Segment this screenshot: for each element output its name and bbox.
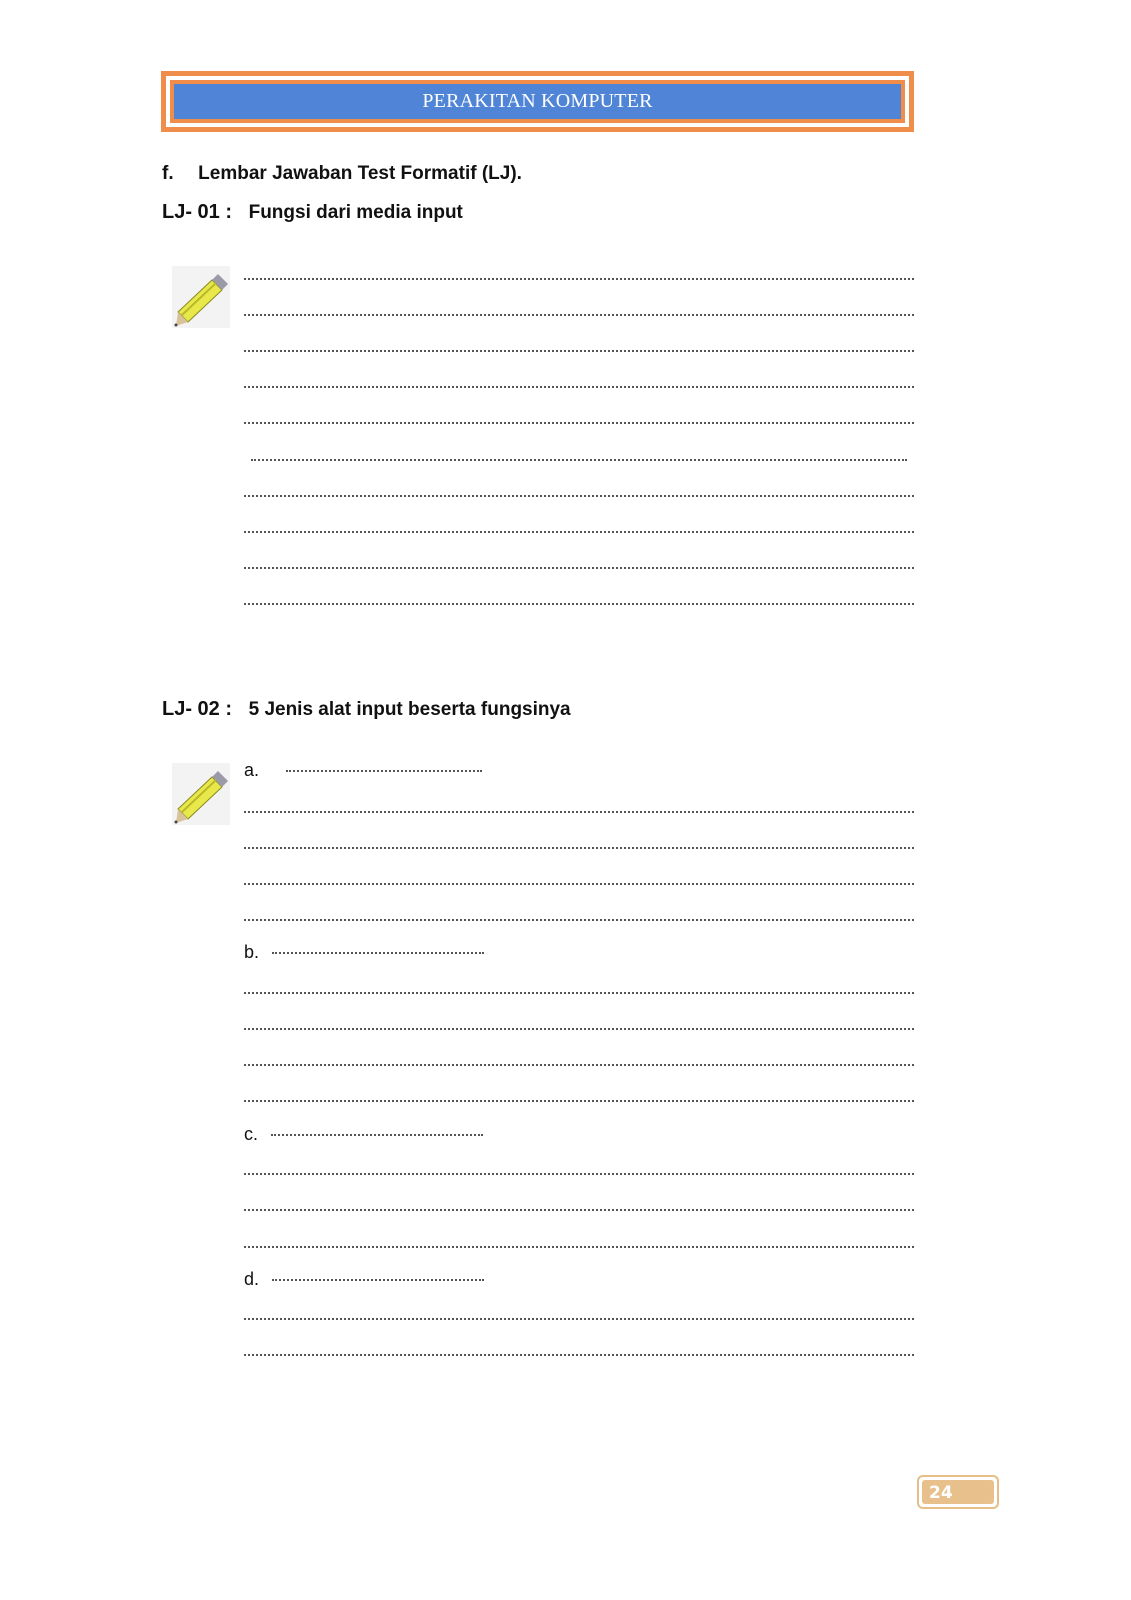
lj01-answer-line[interactable] [244, 603, 914, 607]
lj02-title: 5 Jenis alat input beserta fungsinya [248, 699, 571, 720]
lj02-answer-line[interactable] [244, 1318, 914, 1322]
lj01-answer-line[interactable] [244, 531, 914, 535]
header-band [174, 84, 901, 119]
page-header-banner [161, 71, 914, 132]
section-title: Lembar Jawaban Test Formatif (LJ). [198, 163, 522, 184]
lj02-answer-line[interactable] [244, 992, 914, 996]
lj01-answer-line[interactable] [244, 314, 914, 318]
lj02-answer-line[interactable] [244, 847, 914, 851]
item-a-label: a. [244, 760, 260, 780]
page-number: 24 [929, 1483, 953, 1503]
lj02-answer-line[interactable] [244, 1100, 914, 1104]
lj01-answer-line[interactable] [244, 567, 914, 571]
lj02-answer-line[interactable] [244, 1028, 914, 1032]
lj01-code: LJ- 01 : [162, 201, 233, 223]
item-b-label: b. [244, 942, 260, 962]
lj01-answer-line[interactable] [244, 350, 914, 354]
lj01-answer-line[interactable] [244, 278, 914, 282]
header-title: PERAKITAN KOMPUTER [422, 90, 653, 112]
lj01-heading [162, 201, 463, 224]
lj01-title: Fungsi dari media input [248, 202, 463, 223]
lj01-answer-line[interactable] [244, 422, 914, 426]
lj02-answer-line[interactable] [244, 811, 914, 815]
lj02-code: LJ- 02 : [162, 698, 233, 720]
item-c-blank[interactable] [271, 1134, 483, 1136]
lj02-answer-line[interactable] [244, 1209, 914, 1213]
lj02-answer-line[interactable] [244, 883, 914, 887]
lj02-answer-line[interactable] [244, 1246, 914, 1250]
lj02-heading [162, 698, 571, 721]
item-b [244, 942, 484, 963]
item-d [244, 1269, 484, 1290]
lj02-answer-line[interactable] [244, 1354, 914, 1358]
item-c [244, 1124, 483, 1145]
page-number-badge [917, 1475, 999, 1509]
item-c-label: c. [244, 1124, 259, 1144]
item-d-label: d. [244, 1269, 260, 1289]
item-b-blank[interactable] [272, 952, 484, 954]
item-a [244, 760, 482, 781]
item-a-blank[interactable] [286, 770, 482, 772]
section-heading [162, 163, 522, 185]
lj01-answer-line[interactable] [244, 386, 914, 390]
pencil-icon [172, 266, 230, 328]
lj01-answer-line[interactable] [244, 495, 914, 499]
section-letter: f. [162, 163, 174, 184]
pencil-icon [172, 763, 230, 825]
lj02-answer-line[interactable] [244, 1173, 914, 1177]
item-d-blank[interactable] [272, 1279, 484, 1281]
lj01-answer-line[interactable] [251, 459, 907, 463]
lj02-answer-line[interactable] [244, 1064, 914, 1068]
lj02-answer-line[interactable] [244, 919, 914, 923]
